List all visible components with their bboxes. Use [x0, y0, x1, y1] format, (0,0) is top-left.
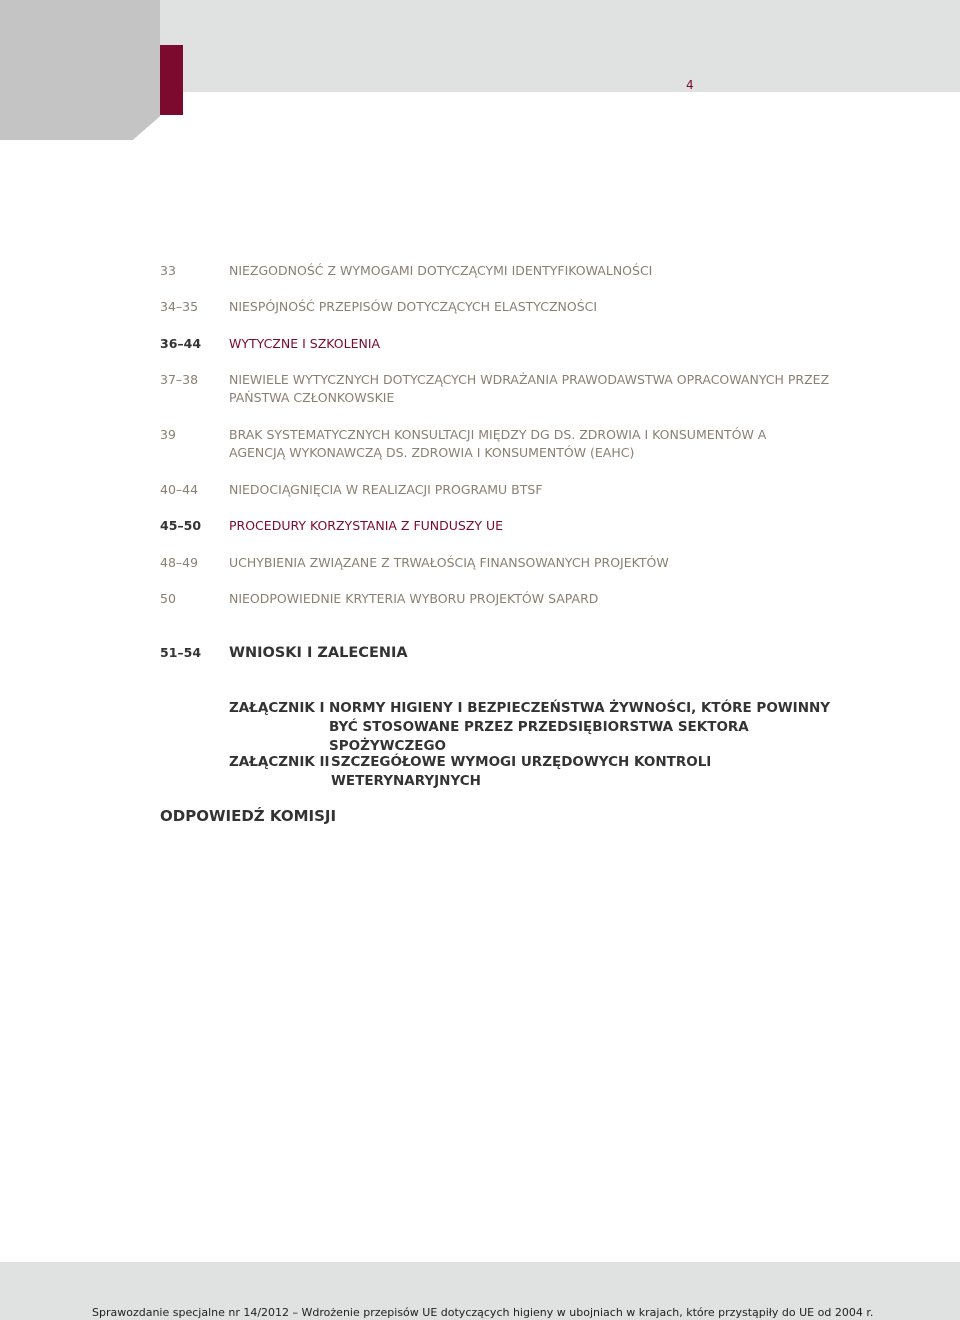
toc-pages: 40–44	[160, 482, 199, 497]
footer-text: Sprawozdanie specjalne nr 14/2012 – Wdrożenie przepisów UE dotyczących higieny w ubojniach w krajach, które przystąpiły do UE od 2004 r.	[92, 1306, 874, 1319]
commission-response[interactable]: ODPOWIEDŹ KOMISJI	[160, 807, 337, 825]
toc-title: NIEWIELE WYTYCZNYCH DOTYCZĄCYCH WDRAŻANIA PRAWODAWSTWA OPRACOWANYCH PRZEZ PAŃSTWA CZŁONKOWSKIE	[229, 372, 830, 405]
toc-title: NIESPÓJNOŚĆ PRZEPISÓW DOTYCZĄCYCH ELASTYCZNOŚCI	[229, 299, 598, 314]
toc-pages: 51–54	[160, 645, 202, 660]
toc-pages: 34–35	[160, 299, 199, 314]
annex-label: ZAŁĄCZNIK I	[229, 700, 325, 716]
toc-title: PROCEDURY KORZYSTANIA Z FUNDUSZY UE	[229, 518, 504, 533]
toc-pages: 39	[160, 427, 176, 442]
accent-bar	[160, 45, 183, 115]
toc-title: WNIOSKI I ZALECENIA	[229, 645, 408, 661]
toc-pages: 48–49	[160, 555, 199, 570]
toc-pages: 50	[160, 591, 176, 606]
annex-text: NORMY HIGIENY I BEZPIECZEŃSTWA ŻYWNOŚCI, KTÓRE POWINNY BYĆ STOSOWANE PRZEZ PRZEDSIĘBIORSTWA SEKTORA SPOŻYWCZEGO	[329, 700, 831, 754]
toc-pages: 45–50	[160, 518, 202, 533]
annex-text: SZCZEGÓŁOWE WYMOGI URZĘDOWYCH KONTROLI WETERYNARYJNYCH	[331, 754, 712, 789]
toc-title: NIEODPOWIEDNIE KRYTERIA WYBORU PROJEKTÓW SAPARD	[229, 591, 599, 606]
toc-pages: 36–44	[160, 336, 202, 351]
annex-label: ZAŁĄCZNIK II	[229, 754, 330, 770]
page-number: 4	[686, 78, 694, 92]
toc-pages: 37–38	[160, 372, 199, 387]
toc-title: BRAK SYSTEMATYCZNYCH KONSULTACJI MIĘDZY DG DS. ZDROWIA I KONSUMENTÓW A AGENCJĄ WYKONAWCZĄ DS. ZDROWIA I KONSUMENTÓW (EAHC)	[229, 427, 767, 460]
toc-title: NIEZGODNOŚĆ Z WYMOGAMI DOTYCZĄCYMI IDENTYFIKOWALNOŚCI	[229, 263, 653, 278]
toc-title: UCHYBIENIA ZWIĄZANE Z TRWAŁOŚCIĄ FINANSOWANYCH PROJEKTÓW	[229, 555, 669, 570]
corner-decoration	[0, 0, 160, 140]
toc-pages: 33	[160, 263, 176, 278]
toc-title: NIEDOCIĄGNIĘCIA W REALIZACJI PROGRAMU BTSF	[229, 482, 543, 497]
toc-title: WYTYCZNE I SZKOLENIA	[229, 336, 381, 351]
